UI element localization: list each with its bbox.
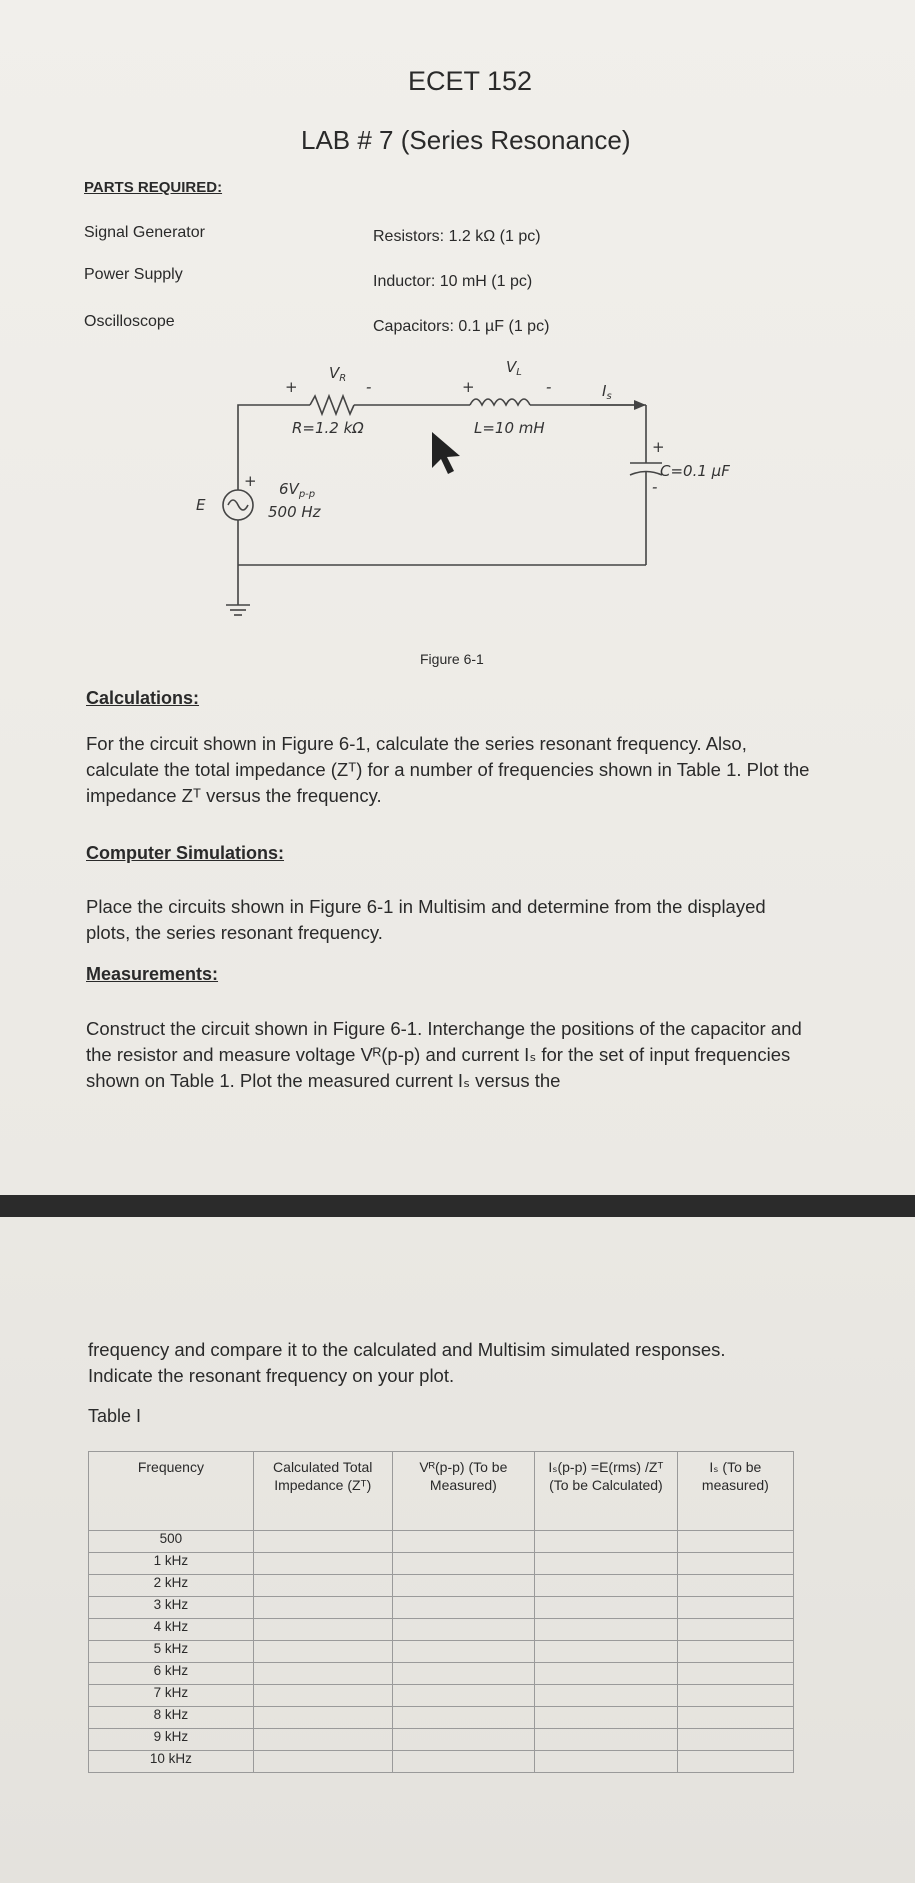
source-amplitude: $6V_{p-p}$ [279, 480, 316, 500]
is-calculated-cell[interactable] [535, 1685, 678, 1707]
calculations-heading: Calculations: [86, 688, 200, 708]
is-calculated-cell[interactable] [535, 1641, 678, 1663]
vr-label: $V_R$ [329, 364, 347, 384]
vr-cell[interactable] [392, 1663, 534, 1685]
table-label: Table I [88, 1406, 142, 1426]
mouse-cursor-icon [432, 432, 460, 474]
is-calculated-cell[interactable] [535, 1707, 678, 1729]
simulations-heading: Computer Simulations: [86, 843, 285, 863]
impedance-cell[interactable] [253, 1707, 392, 1729]
frequency-cell: 2 kHz [89, 1575, 254, 1597]
table-row [89, 1707, 794, 1729]
page-divider-band [0, 1195, 915, 1217]
source-name: E [196, 496, 206, 514]
table-row [89, 1619, 794, 1641]
table-row [89, 1531, 794, 1553]
source-plus: + [244, 472, 257, 490]
frequency-cell: 500 [89, 1531, 254, 1553]
is-calculated-cell[interactable] [535, 1663, 678, 1685]
lab-title: LAB # 7 (Series Resonance) [301, 125, 631, 155]
is-measured-cell[interactable] [677, 1553, 793, 1575]
is-measured-cell[interactable] [677, 1663, 793, 1685]
header-is-calculated: Iₛ(p-p) =E(rms) /Zᵀ (To be Calculated) [535, 1452, 678, 1531]
measurements-continued-text: frequency and compare it to the calculated and Multisim simulated responses. Indicate the resonant frequency on your plot. [88, 1339, 726, 1386]
table-row [89, 1729, 794, 1751]
impedance-cell[interactable] [253, 1641, 392, 1663]
header-calculated-impedance: Calculated Total Impedance (Zᵀ) [253, 1452, 392, 1531]
is-measured-cell[interactable] [677, 1619, 793, 1641]
is-measured-cell[interactable] [677, 1751, 793, 1773]
impedance-cell[interactable] [253, 1575, 392, 1597]
course-title: ECET 152 [408, 66, 533, 96]
frequency-cell: 4 kHz [89, 1619, 254, 1641]
measurements-heading: Measurements: [86, 964, 219, 984]
simulations-text: Place the circuits shown in Figure 6-1 in Multisim and determine from the displayed plots, the series resonant frequency. [86, 896, 766, 943]
part-oscilloscope: Oscilloscope [84, 313, 175, 330]
header-frequency: Frequency [89, 1452, 254, 1531]
table-row [89, 1553, 794, 1575]
frequency-cell: 3 kHz [89, 1597, 254, 1619]
sine-wave-icon [228, 500, 248, 510]
is-measured-cell[interactable] [677, 1685, 793, 1707]
is-calculated-cell[interactable] [535, 1575, 678, 1597]
resistor-label: R=1.2 kΩ [292, 419, 364, 437]
vr-cell[interactable] [392, 1575, 534, 1597]
vr-cell[interactable] [392, 1641, 534, 1663]
vr-cell[interactable] [392, 1619, 534, 1641]
is-calculated-cell[interactable] [535, 1597, 678, 1619]
impedance-cell[interactable] [253, 1685, 392, 1707]
vl-plus: + [462, 378, 475, 396]
table-row [89, 1751, 794, 1773]
header-is-measured: Iₛ (To be measured) [677, 1452, 793, 1531]
measurements-text: Construct the circuit shown in Figure 6-1. Interchange the positions of the capacitor and the resistor and measure voltage Vᴿ(p-p) and current Iₛ for the set of input frequencies shown on Table 1. Plot the measured current Iₛ versus the [86, 1018, 802, 1091]
is-measured-cell[interactable] [677, 1707, 793, 1729]
is-measured-cell[interactable] [677, 1729, 793, 1751]
vl-minus: - [546, 378, 552, 396]
table-row [89, 1641, 794, 1663]
part-signal-generator: Signal Generator [84, 224, 205, 241]
resistor-symbol [310, 396, 354, 414]
vr-cell[interactable] [392, 1531, 534, 1553]
table-row [89, 1597, 794, 1619]
is-measured-cell[interactable] [677, 1597, 793, 1619]
impedance-cell[interactable] [253, 1531, 392, 1553]
is-measured-cell[interactable] [677, 1575, 793, 1597]
current-arrow-icon [634, 400, 646, 410]
is-label: $I_s$ [602, 382, 612, 402]
vr-cell[interactable] [392, 1729, 534, 1751]
impedance-cell[interactable] [253, 1729, 392, 1751]
table-row [89, 1663, 794, 1685]
figure-caption: Figure 6-1 [420, 651, 484, 667]
table-row [89, 1575, 794, 1597]
capacitor-label: C=0.1 µF [660, 462, 730, 480]
vr-minus: - [366, 378, 372, 396]
frequency-cell: 8 kHz [89, 1707, 254, 1729]
frequency-cell: 6 kHz [89, 1663, 254, 1685]
results-table [88, 1451, 794, 1773]
is-measured-cell[interactable] [677, 1641, 793, 1663]
impedance-cell[interactable] [253, 1553, 392, 1575]
vr-cell[interactable] [392, 1685, 534, 1707]
impedance-cell[interactable] [253, 1663, 392, 1685]
is-calculated-cell[interactable] [535, 1729, 678, 1751]
impedance-cell[interactable] [253, 1597, 392, 1619]
is-measured-cell[interactable] [677, 1531, 793, 1553]
source-frequency: 500 Hz [268, 503, 321, 521]
is-calculated-cell[interactable] [535, 1531, 678, 1553]
is-calculated-cell[interactable] [535, 1553, 678, 1575]
vr-plus: + [285, 378, 298, 396]
part-power-supply: Power Supply [84, 266, 183, 283]
part-capacitors: Capacitors: 0.1 µF (1 pc) [373, 318, 550, 335]
impedance-cell[interactable] [253, 1751, 392, 1773]
capacitor-minus: - [652, 478, 658, 496]
vr-cell[interactable] [392, 1751, 534, 1773]
vl-label: $V_L$ [506, 360, 522, 378]
is-calculated-cell[interactable] [535, 1751, 678, 1773]
circuit-diagram [0, 360, 915, 650]
table-body [89, 1531, 794, 1773]
inductor-symbol [470, 399, 530, 405]
header-vr-measured: Vᴿ(p-p) (To be Measured) [392, 1452, 534, 1531]
frequency-cell: 9 kHz [89, 1729, 254, 1751]
capacitor-plus: + [652, 438, 665, 456]
inductor-label: L=10 mH [474, 419, 545, 437]
part-inductor: Inductor: 10 mH (1 pc) [373, 273, 533, 290]
parts-heading: PARTS REQUIRED: [84, 179, 223, 196]
vr-cell[interactable] [392, 1597, 534, 1619]
vr-cell[interactable] [392, 1553, 534, 1575]
frequency-cell: 7 kHz [89, 1685, 254, 1707]
part-resistors: Resistors: 1.2 kΩ (1 pc) [373, 228, 541, 245]
frequency-cell: 5 kHz [89, 1641, 254, 1663]
frequency-cell: 10 kHz [89, 1751, 254, 1773]
table-row [89, 1685, 794, 1707]
vr-cell[interactable] [392, 1707, 534, 1729]
impedance-cell[interactable] [253, 1619, 392, 1641]
is-calculated-cell[interactable] [535, 1619, 678, 1641]
calculations-text: For the circuit shown in Figure 6-1, calculate the series resonant frequency. Also, calculate the total impedance (Zᵀ) for a number of frequencies shown in Table 1. Plot the impedance Zᵀ versus the frequency. [86, 733, 810, 806]
frequency-cell: 1 kHz [89, 1553, 254, 1575]
table-header-row [89, 1452, 794, 1531]
